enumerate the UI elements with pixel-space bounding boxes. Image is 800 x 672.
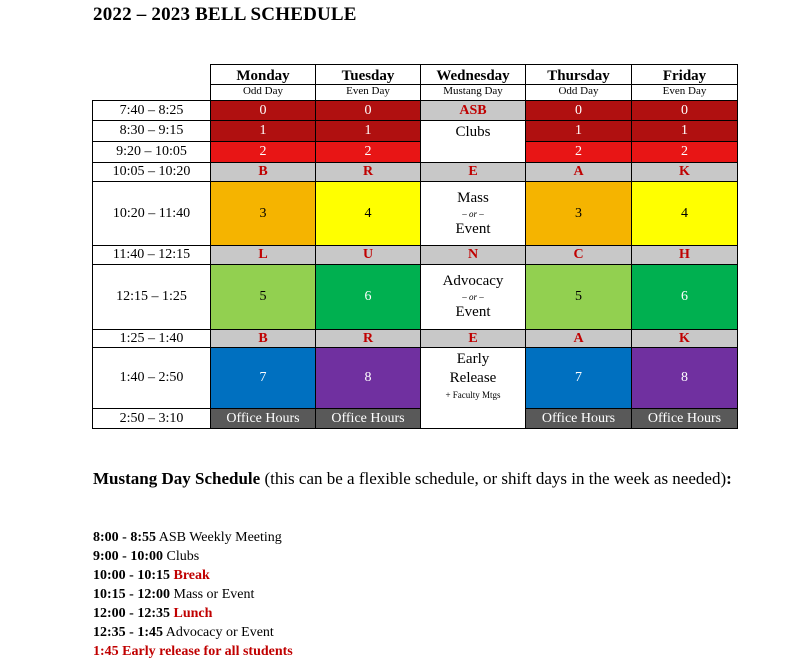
wed-advocacy-label: Advocacy xyxy=(442,273,504,289)
list-item xyxy=(93,623,293,642)
lunch-letter: U xyxy=(316,246,421,265)
period-cell: 6 xyxy=(316,265,421,330)
period-cell: 3 xyxy=(211,182,316,246)
day-header-thursday xyxy=(526,65,632,101)
list-item xyxy=(93,528,293,547)
item-label: Clubs xyxy=(163,549,200,564)
time-cell: 1:40 – 2:50 xyxy=(93,348,211,409)
time-cell: 12:15 – 1:25 xyxy=(93,265,211,330)
item-time: 12:00 - 12:35 xyxy=(93,606,170,621)
schedule-row xyxy=(93,265,738,330)
period-cell: 8 xyxy=(316,348,421,409)
wed-mass-cell xyxy=(421,182,526,246)
list-item xyxy=(93,547,293,566)
schedule-row xyxy=(93,348,738,409)
break-letter: K xyxy=(632,163,738,182)
schedule-row xyxy=(93,101,738,121)
period-cell: 1 xyxy=(632,121,738,142)
item-label: Mass or Event xyxy=(170,587,255,602)
time-cell: 10:20 – 11:40 xyxy=(93,182,211,246)
period-cell: 1 xyxy=(211,121,316,142)
period-cell: 2 xyxy=(211,142,316,163)
day-name: Monday xyxy=(236,67,290,84)
period-cell: 6 xyxy=(632,265,738,330)
period-cell: 0 xyxy=(316,101,421,121)
mustang-colon: : xyxy=(726,469,732,488)
mustang-day-heading xyxy=(93,467,743,491)
period-cell: 5 xyxy=(526,265,632,330)
period-cell: 5 xyxy=(211,265,316,330)
item-time: 9:00 - 10:00 xyxy=(93,549,163,564)
list-item xyxy=(93,604,293,623)
wed-release-label: Release xyxy=(449,370,497,386)
item-label: Break xyxy=(170,568,210,583)
time-cell: 10:05 – 10:20 xyxy=(93,163,211,182)
office-hours-cell: Office Hours xyxy=(211,409,316,429)
day-name: Thursday xyxy=(547,67,610,84)
wed-early-release-cell xyxy=(421,348,526,429)
day-header-wednesday xyxy=(421,65,526,101)
header-row xyxy=(93,65,738,101)
period-cell: 0 xyxy=(211,101,316,121)
header-blank-cell xyxy=(93,65,211,101)
day-type: Even Day xyxy=(316,84,420,98)
wed-faculty-label: + Faculty Mtgs xyxy=(445,390,501,400)
break-letter: E xyxy=(421,163,526,182)
time-cell: 1:25 – 1:40 xyxy=(93,330,211,348)
mustang-note: (this can be a flexible schedule, or shift days in the week as needed) xyxy=(260,469,727,488)
schedule-row xyxy=(93,142,738,163)
schedule-row xyxy=(93,182,738,246)
wed-advocacy-cell xyxy=(421,265,526,330)
wed-clubs-cell: Clubs xyxy=(421,121,526,163)
day-header-monday xyxy=(211,65,316,101)
time-cell: 2:50 – 3:10 xyxy=(93,409,211,429)
day-type: Even Day xyxy=(632,84,737,98)
period-cell: 0 xyxy=(526,101,632,121)
day-type: Mustang Day xyxy=(421,84,525,98)
break-row xyxy=(93,330,738,348)
day-name: Tuesday xyxy=(341,67,395,84)
period-cell: 2 xyxy=(526,142,632,163)
mustang-title: Mustang Day Schedule xyxy=(93,469,261,488)
day-header-tuesday xyxy=(316,65,421,101)
wed-or-label: – or – xyxy=(462,292,484,302)
time-cell: 8:30 – 9:15 xyxy=(93,121,211,142)
wed-event-label: Event xyxy=(455,220,491,237)
period-cell: 2 xyxy=(632,142,738,163)
lunch-letter: N xyxy=(421,246,526,265)
wed-mass-label: Mass xyxy=(457,189,489,206)
break-letter: B xyxy=(211,330,316,348)
period-cell: 1 xyxy=(526,121,632,142)
time-cell: 7:40 – 8:25 xyxy=(93,101,211,121)
break-letter: A xyxy=(526,163,632,182)
item-label: Advocacy or Event xyxy=(163,625,274,640)
period-cell: 4 xyxy=(632,182,738,246)
bell-schedule-table xyxy=(92,64,738,429)
period-cell: 0 xyxy=(632,101,738,121)
break-row xyxy=(93,163,738,182)
period-cell: 4 xyxy=(316,182,421,246)
lunch-letter: C xyxy=(526,246,632,265)
break-letter: R xyxy=(316,330,421,348)
office-hours-cell: Office Hours xyxy=(632,409,738,429)
period-cell: 7 xyxy=(211,348,316,409)
period-cell: 1 xyxy=(316,121,421,142)
time-cell: 9:20 – 10:05 xyxy=(93,142,211,163)
period-cell: 3 xyxy=(526,182,632,246)
page-title: 2022 – 2023 BELL SCHEDULE xyxy=(93,4,357,25)
day-type: Odd Day xyxy=(211,84,315,98)
break-letter: E xyxy=(421,330,526,348)
item-time: 8:00 - 8:55 xyxy=(93,530,156,545)
day-header-friday xyxy=(632,65,738,101)
wed-or-label: – or – xyxy=(462,208,484,219)
wed-event-label: Event xyxy=(455,304,491,320)
item-label: Early release for all students xyxy=(118,644,293,659)
item-label: ASB Weekly Meeting xyxy=(156,530,282,545)
wed-early-label: Early xyxy=(456,351,490,367)
period-cell: 2 xyxy=(316,142,421,163)
day-name: Wednesday xyxy=(436,67,510,84)
list-item xyxy=(93,642,293,661)
item-time: 10:15 - 12:00 xyxy=(93,587,170,602)
break-letter: B xyxy=(211,163,316,182)
lunch-row xyxy=(93,246,738,265)
item-time: 1:45 xyxy=(93,644,119,659)
day-name: Friday xyxy=(662,67,707,84)
period-cell: 7 xyxy=(526,348,632,409)
list-item xyxy=(93,585,293,604)
office-hours-cell: Office Hours xyxy=(526,409,632,429)
item-label: Lunch xyxy=(170,606,213,621)
day-type: Odd Day xyxy=(526,84,631,98)
break-letter: A xyxy=(526,330,632,348)
lunch-letter: H xyxy=(632,246,738,265)
office-hours-row xyxy=(93,409,738,429)
period-cell: 8 xyxy=(632,348,738,409)
lunch-letter: L xyxy=(211,246,316,265)
wed-asb-cell: ASB xyxy=(421,101,526,121)
break-letter: K xyxy=(632,330,738,348)
item-time: 12:35 - 1:45 xyxy=(93,625,163,640)
schedule-row xyxy=(93,121,738,142)
mustang-day-list xyxy=(93,528,293,661)
break-letter: R xyxy=(316,163,421,182)
office-hours-cell: Office Hours xyxy=(316,409,421,429)
item-time: 10:00 - 10:15 xyxy=(93,568,170,583)
time-cell: 11:40 – 12:15 xyxy=(93,246,211,265)
list-item xyxy=(93,566,293,585)
